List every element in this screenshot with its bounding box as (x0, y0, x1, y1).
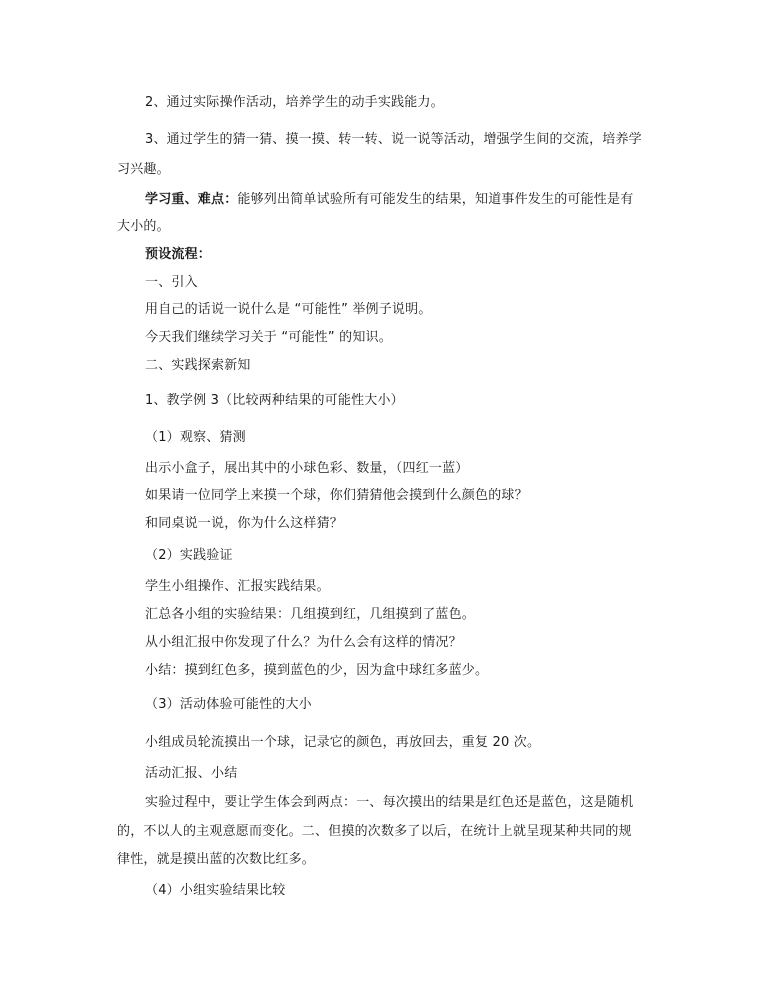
step-2-line-a: 学生小组操作、汇报实践结果。 (145, 579, 330, 594)
summary-line-2: 的，不以人的主观意愿而变化。二、但摸的次数多了以后，在统计上就呈现某种共同的规 (117, 824, 632, 839)
process-heading: 预设流程： (145, 247, 212, 262)
section-1-heading: 一、引入 (145, 275, 198, 290)
step-1-line-c: 和同桌说一说，你为什么这样猜？ (145, 516, 344, 531)
key-points-text: 能够列出简单试验所有可能发生的结果，知道事件发生的可能性是有 (237, 192, 634, 207)
example-3-heading: 1、教学例 3（比较两种结果的可能性大小） (145, 393, 404, 408)
key-points-line-2: 大小的。 (117, 219, 170, 234)
step-1-line-a: 出示小盒子，展出其中的小球色彩、数量，（四红一蓝） (145, 461, 469, 476)
key-points-paragraph (145, 192, 633, 208)
step-3-heading: （3）活动体验可能性的大小 (145, 697, 312, 712)
step-1-heading: （1）观察、猜测 (145, 430, 246, 445)
step-2-line-b: 汇总各小组的实验结果：几组摸到红，几组摸到了蓝色。 (145, 607, 476, 622)
goal-2: 2、通过实际操作活动，培养学生的动手实践能力。 (145, 95, 444, 110)
goal-3-line-1: 3、通过学生的猜一猜、摸一摸、转一转、说一说等活动，增强学生间的交流，培养学 (145, 132, 642, 147)
step-2-line-d: 小结：摸到红色多，摸到蓝色的少，因为盒中球红多蓝少。 (145, 663, 489, 678)
intro-line-2: 今天我们继续学习关于 “可能性” 的知识。 (145, 330, 392, 345)
step-3-line-b: 活动汇报、小结 (145, 766, 238, 781)
section-2-heading: 二、实践探索新知 (145, 358, 251, 373)
intro-line-1: 用自己的话说一说什么是 “可能性” 举例子说明。 (145, 302, 432, 317)
step-2-heading: （2）实践验证 (145, 548, 233, 563)
step-4-heading: （4）小组实验结果比较 (145, 883, 286, 898)
key-points-label: 学习重、难点： (145, 192, 238, 207)
summary-line-1: 实验过程中，要让学生体会到两点：一、每次摸出的结果是红色还是蓝色，这是随机 (145, 795, 634, 810)
goal-3-line-2: 习兴趣。 (117, 162, 170, 177)
step-1-line-b: 如果请一位同学上来摸一个球，你们猜猜他会摸到什么颜色的球？ (145, 488, 528, 503)
step-2-line-c: 从小组汇报中你发现了什么？为什么会有这样的情况？ (145, 635, 462, 650)
step-3-line-a: 小组成员轮流摸出一个球，记录它的颜色，再放回去，重复 20 次。 (145, 735, 541, 750)
summary-line-3: 律性，就是摸出蓝的次数比红多。 (117, 852, 316, 867)
